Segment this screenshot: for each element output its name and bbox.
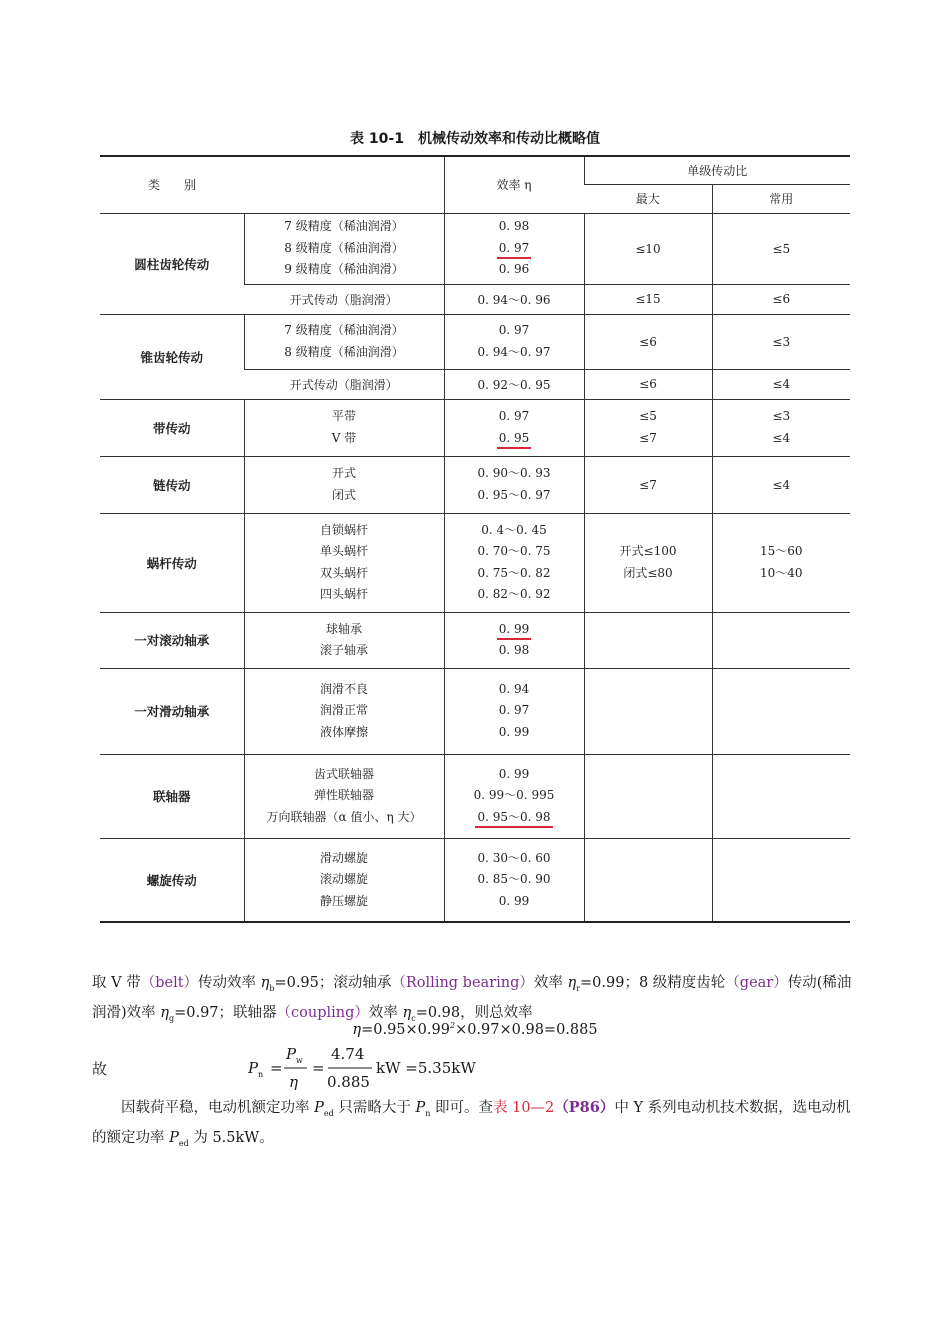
row-ratio-common: 15～60 10～40 bbox=[712, 513, 850, 612]
table-cell bbox=[712, 668, 850, 754]
row-ratio-common: ≤4 bbox=[712, 369, 850, 399]
row-types: 自锁蜗杆 单头蜗杆 双头蜗杆 四头蜗杆 bbox=[244, 513, 444, 612]
row-ratio-common: ≤5 bbox=[712, 213, 850, 284]
row-efficiency: 0. 97 0. 94～0. 97 bbox=[444, 314, 584, 369]
header-efficiency: 效率 η bbox=[444, 156, 584, 213]
row-efficiency: 0. 90～0. 93 0. 95～0. 97 bbox=[444, 456, 584, 513]
row-category: 链传动 bbox=[100, 456, 244, 513]
row-efficiency: 0. 94～0. 96 bbox=[444, 284, 584, 314]
total-efficiency-equation: $\eta=0.95\times 0.99^2\times 0.97\times 0.98=0.885$ bbox=[352, 1021, 598, 1038]
formula-sub-n: n bbox=[258, 1070, 264, 1079]
row-types: 开式传动（脂润滑） bbox=[244, 369, 444, 399]
row-types: 齿式联轴器 弹性联轴器 万向联轴器（α 值小、η 大） bbox=[244, 754, 444, 838]
row-ratio-common: ≤3 bbox=[712, 314, 850, 369]
row-types: 平带 V 带 bbox=[244, 399, 444, 456]
page-ref[interactable]: （P86） bbox=[554, 1099, 615, 1116]
row-ratio-common: ≤4 bbox=[712, 456, 850, 513]
row-category: 圆柱齿轮传动 bbox=[100, 213, 244, 314]
formula-numerator: 4.74 bbox=[331, 1045, 365, 1063]
table-cell bbox=[584, 754, 712, 838]
paragraph-motor: 因载荷平稳，电动机额定功率 $P_{ed}$ 只需略大于 $P_n$ 即可。查表 10—2（P86）中 Y 系列电动机技术数据，选电动机的额定功率 $P_{ed}$ 为 5.5kW。 bbox=[92, 1099, 851, 1148]
highlight-underline: 0. 97 bbox=[497, 240, 532, 259]
power-formula bbox=[248, 1042, 508, 1094]
formula-eq: = bbox=[270, 1059, 283, 1077]
table-cell bbox=[712, 754, 850, 838]
table-title: 表 10-1 机械传动效率和传动比概略值 bbox=[350, 131, 600, 147]
row-category: 一对滚动轴承 bbox=[100, 612, 244, 668]
row-efficiency: 0. 4～0. 45 0. 70～0. 75 0. 75～0. 82 0. 82～0. 92 bbox=[444, 513, 584, 612]
row-category: 蜗杆传动 bbox=[100, 513, 244, 612]
row-ratio-max: ≤15 bbox=[584, 284, 712, 314]
table-link[interactable]: 表 10—2 bbox=[492, 1100, 555, 1116]
table-cell bbox=[712, 838, 850, 922]
table-cell bbox=[584, 838, 712, 922]
header-max: 最大 bbox=[584, 184, 712, 213]
row-category: 锥齿轮传动 bbox=[100, 314, 244, 399]
row-ratio-max: 开式≤100 闭式≤80 bbox=[584, 513, 712, 612]
row-efficiency: 0. 94 0. 97 0. 99 bbox=[444, 668, 584, 754]
highlight-underline: 0. 99 bbox=[497, 621, 532, 640]
efficiency-table bbox=[100, 155, 850, 923]
row-efficiency: 0. 97 0. 95 bbox=[444, 399, 584, 456]
row-ratio-common: ≤3 ≤4 bbox=[712, 399, 850, 456]
header-ratio: 单级传动比 bbox=[584, 156, 850, 184]
row-ratio-max: ≤5 ≤7 bbox=[584, 399, 712, 456]
row-ratio-max: ≤6 bbox=[584, 314, 712, 369]
formula-P: P bbox=[248, 1059, 259, 1077]
table-cell bbox=[712, 612, 850, 668]
therefore-label: 故 bbox=[92, 1060, 108, 1078]
row-category: 一对滑动轴承 bbox=[100, 668, 244, 754]
row-types: 润滑不良 润滑正常 液体摩擦 bbox=[244, 668, 444, 754]
row-category: 联轴器 bbox=[100, 754, 244, 838]
highlight-underline: 0. 95～0. 98 bbox=[475, 809, 552, 828]
formula-eq: = bbox=[312, 1059, 325, 1077]
formula-eta: η bbox=[289, 1073, 298, 1091]
row-types: 滑动螺旋 滚动螺旋 静压螺旋 bbox=[244, 838, 444, 922]
row-ratio-max: ≤6 bbox=[584, 369, 712, 399]
row-category: 带传动 bbox=[100, 399, 244, 456]
row-ratio-max: ≤10 bbox=[584, 213, 712, 284]
formula-sub-w: w bbox=[296, 1056, 303, 1065]
row-ratio-common: ≤6 bbox=[712, 284, 850, 314]
header-common: 常用 bbox=[712, 184, 850, 213]
formula-P: P bbox=[286, 1045, 297, 1063]
row-efficiency: 0. 98 0. 97 0. 96 bbox=[444, 213, 584, 284]
row-efficiency: 0. 99 0. 99～0. 995 0. 95～0. 98 bbox=[444, 754, 584, 838]
formula-denominator: 0.885 bbox=[327, 1073, 370, 1091]
row-types: 球轴承 滚子轴承 bbox=[244, 612, 444, 668]
row-category: 螺旋传动 bbox=[100, 838, 244, 922]
table-cell bbox=[584, 668, 712, 754]
row-efficiency: 0. 30～0. 60 0. 85～0. 90 0. 99 bbox=[444, 838, 584, 922]
row-types: 7 级精度（稀油润滑） 8 级精度（稀油润滑） bbox=[244, 314, 444, 369]
row-types: 7 级精度（稀油润滑） 8 级精度（稀油润滑） 9 级精度（稀油润滑） bbox=[244, 213, 444, 284]
paragraph-efficiency: 取 V 带（belt）传动效率 $\eta_b=0.95$；滚动轴承（Rolling bearing）效率 $\eta_r=0.99$；8 级精度齿轮（gear）传动(稀油润滑)效率 $\eta_g=0.97$；联轴器（coupling）效率 $\eta_c=0.98$，则总效率 bbox=[92, 975, 852, 1023]
row-types: 开式 闭式 bbox=[244, 456, 444, 513]
table-cell bbox=[584, 612, 712, 668]
highlight-underline: 0. 95 bbox=[497, 430, 532, 449]
row-efficiency: 0. 99 0. 98 bbox=[444, 612, 584, 668]
table-cell bbox=[244, 156, 444, 213]
header-category: 类 别 bbox=[100, 156, 244, 213]
row-types: 开式传动（脂润滑） bbox=[244, 284, 444, 314]
formula-result: kW =5.35kW bbox=[376, 1059, 476, 1077]
row-efficiency: 0. 92～0. 95 bbox=[444, 369, 584, 399]
row-ratio-max: ≤7 bbox=[584, 456, 712, 513]
